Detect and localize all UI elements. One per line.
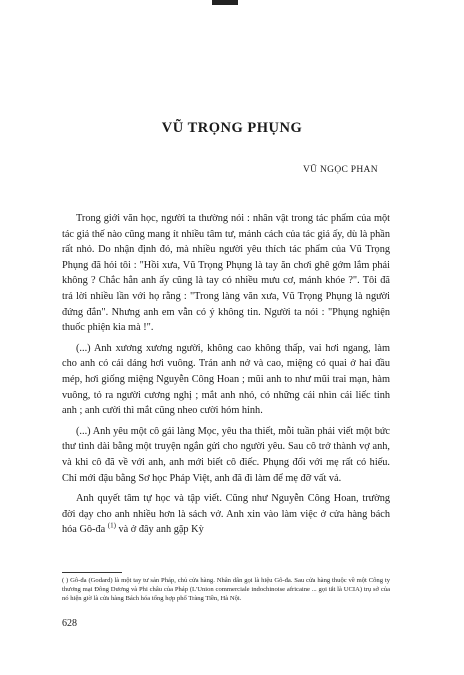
chapter-title: VŨ TRỌNG PHỤNG (161, 120, 303, 136)
paragraph: Trong giới văn học, người ta thường nói : nhân vật trong tác phẩm của một tác giả thế nào cũng mang ít nhiều tâm tư, mảnh cách của tác giả ấy, dù là phần rất nhỏ. Do nhận định đó, mà nhiều người yêu thích tác phẩm của Vũ Trọng Phụng đã hỏi tôi : "Hồi xưa, Vũ Trọng Phụng là tay ăn chơi ghê gớm lắm phải không ? Chắc hẳn anh ấy cũng là tay có nhiều mưu cơ, mánh khóe ?". Tôi đã trả lời nhiều lần với họ rằng : "Trong làng văn xưa, Vũ Trọng Phụng là người đứng đắn". Nhưng anh em vẫn có ý không tin. Người ta nói : "Phụng nghiện thuốc phiện kia mà !". (62, 213, 390, 334)
paragraph-text: Anh quyết tâm tự học và tập viết. Cũng như Nguyễn Công Hoan, trường đời dạy cho anh nhiều hơn là sách vở. Anh xin vào làm việc ở cửa hàng bách hóa Gô-đa (62, 493, 390, 536)
author-name: VŨ NGỌC PHAN (303, 165, 378, 175)
header-mark (212, 0, 238, 5)
footnote-reference: (1) (107, 521, 116, 530)
page-number: 628 (62, 618, 77, 629)
body-text (62, 211, 390, 543)
paragraph: (...) Anh yêu một cô gái làng Mọc, yêu tha thiết, mỗi tuần phải viết một bức thư tình dài bằng một truyện ngắn gửi cho người yêu. Sau cô trở thành vợ anh, và khi cô đã về với anh, anh mới biết cô điếc. Phụng đối với mẹ rất có hiếu. Chỉ mới đậu bằng Sơ học Pháp Việt, anh đã đi làm để mẹ đỡ vất vả. (62, 425, 390, 484)
footnote-divider (62, 572, 122, 573)
paragraph-tail: và ở đây anh gặp Kỳ (115, 524, 204, 536)
paragraph (62, 491, 390, 538)
paragraph: (...) Anh xương xương người, không cao không thấp, vai hơi ngang, làm cho anh có cái dáng hơi vuông. Trán anh nở và cao, miệng có quai ở hai đầu mép, hơi giống miệng Nguyễn Công Hoan ; mũi anh to như mũi trai mạn, hàm vuông, tỏ ra người cương nghị ; mắt anh nhỏ, có những cái nhìn cái liếc tinh anh ; anh cười thì mắt cũng nheo cười hóm hỉnh. (62, 342, 390, 417)
footnote: ( ) Gô-đa (Godard) là một tay tư sản Pháp, chủ cửa hàng. Nhân dân gọi là hiệu Gô-đa. Sau cửa hàng thuộc về một Công ty thương mại Đông Dương và Phi châu của Pháp (L'Union commerciale indochinoise africaine ... gọi tắt là UCIA) trụ sở của nó hiện giờ là cửa hàng Bách hóa tổng hợp phố Tràng Tiền, Hà Nội. (62, 577, 390, 603)
